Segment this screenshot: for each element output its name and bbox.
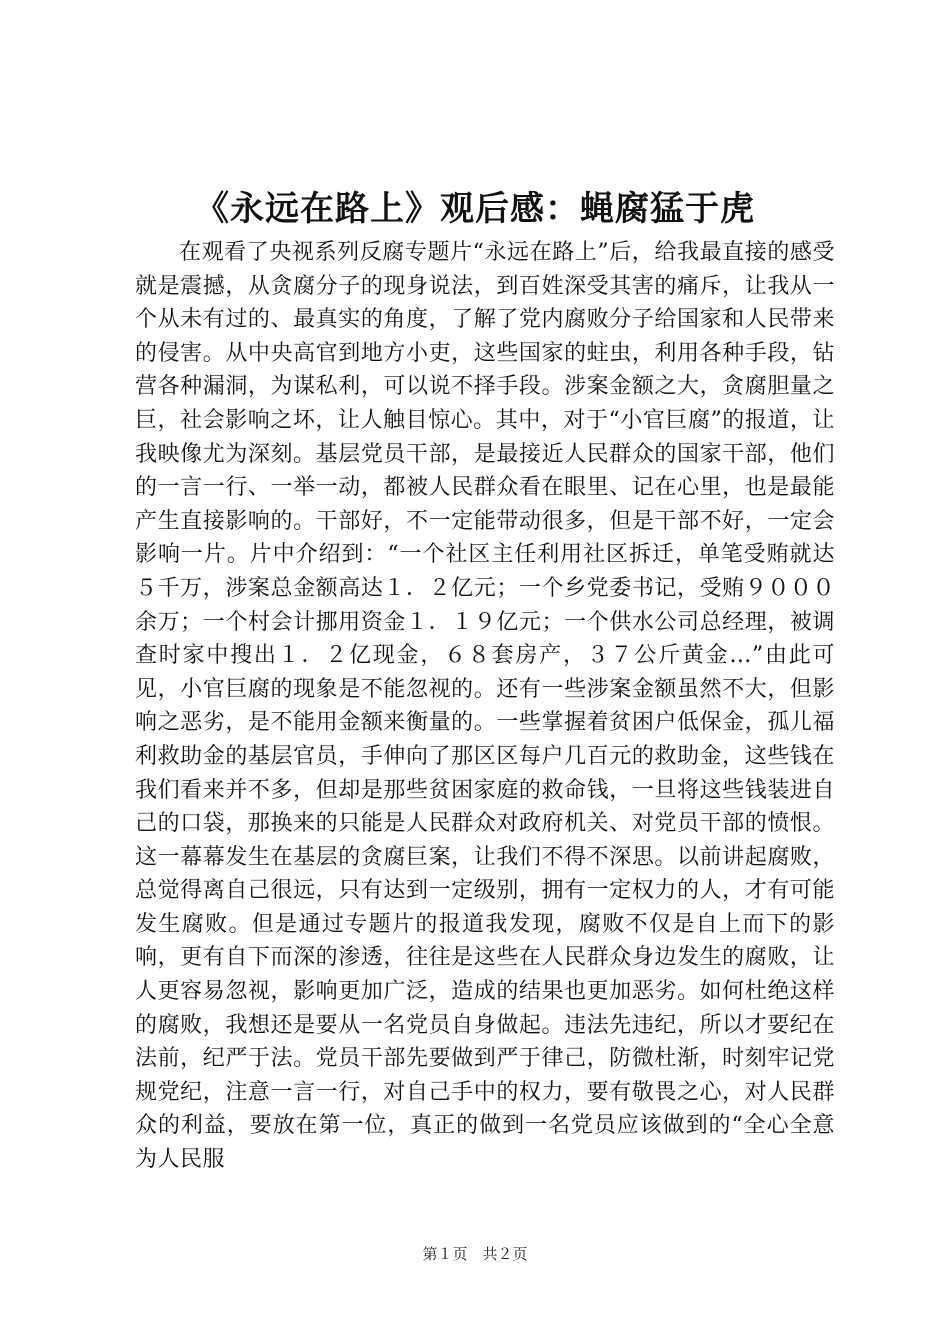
page-number-footer: 第１页 共２页 <box>422 1245 528 1263</box>
page-title: 《永远在路上》观后感：蝇腐猛于虎 <box>195 189 755 229</box>
body-paragraph: 在观看了央视系列反腐专题片“永远在路上”后，给我最直接的感受就是震撼，从贪腐分子的现身说法，到百姓深受其害的痛斥，让我从一个从未有过的、最真实的角度，了解了党内腐败分子给国家和人民带来的侵害。从中央高官到地方小吏，这些国家的蛀虫，利用各种手段，钻营各种漏洞，为谋私利，可以说不择手段。涉案金额之大，贪腐胆量之巨，社会影响之坏，让人触目惊心。其中，对于“小官巨腐”的报道，让我映像尤为深刻。基层党员干部，是最接近人民群众的国家干部，他们的一言一行、一举一动，都被人民群众看在眼里、记在心里，也是最能产生直接影响的。干部好，不一定能带动很多，但是干部不好，一定会影响一片。片中介绍到：“一个社区主任利用社区拆迁，单笔受贿就达５千万，涉案总金额高达１．２亿元；一个乡党委书记，受贿９０００余万；一个村会计挪用资金１．１９亿元；一个供水公司总经理，被调查时家中搜出１．２亿现金，６８套房产，３７公斤黄金…”由此可见，小官巨腐的现象是不能忽视的。还有一些涉案金额虽然不大，但影响之恶劣，是不能用金额来衡量的。一些掌握着贫困户低保金，孤儿福利救助金的基层官员，手伸向了那区区每户几百元的救助金，这些钱在我们看来并不多，但却是那些贫困家庭的救命钱，一旦将这些钱装进自己的口袋，那换来的只能是人民群众对政府机关、对党员干部的愤恨。这一幕幕发生在基层的贪腐巨案，让我们不得不深思。以前讲起腐败，总觉得离自己很远，只有达到一定级别，拥有一定权力的人，才有可能发生腐败。但是通过专题片的报道我发现，腐败不仅是自上而下的影响，更有自下而深的渗透，往往是这些在人民群众身边发生的腐败，让人更容易忽视，影响更加广泛，造成的结果也更加恶劣。如何杜绝这样的腐败，我想还是要从一名党员自身做起。违法先违纪，所以才要纪在法前，纪严于法。党员干部先要做到严于律己，防微杜渐，时刻牢记党规党纪，注意一言一行，对自己手中的权力，要有敬畏之心，对人民群众的利益，要放在第一位，真正的做到一名党员应该做到的“全心全意为人民服 <box>135 240 835 1173</box>
